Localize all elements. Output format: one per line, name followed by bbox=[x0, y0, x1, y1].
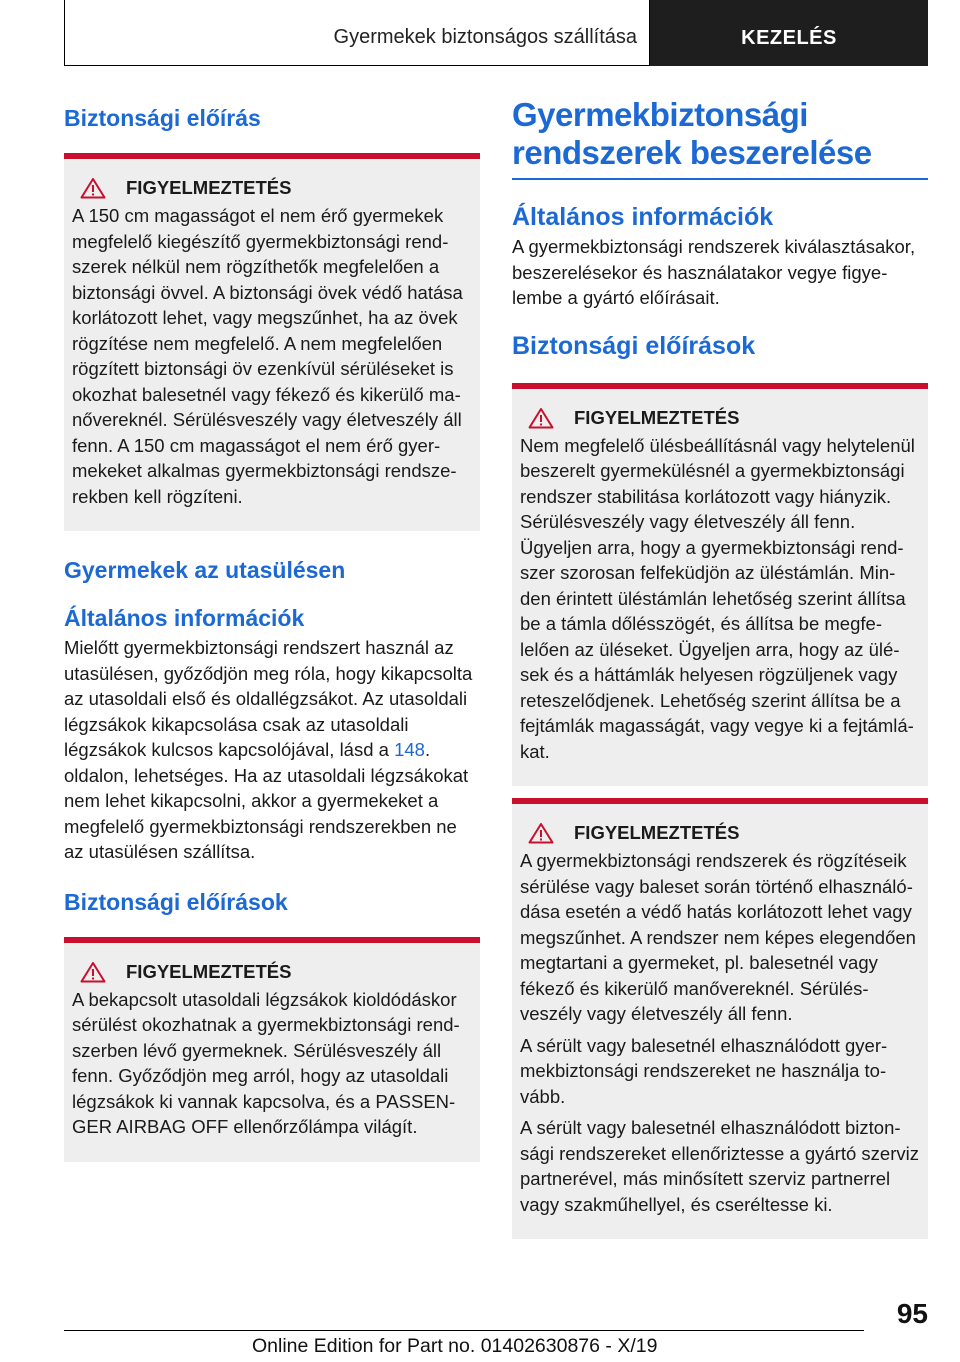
footer-edition: Online Edition for Part no. 01402630876 - X/19 bbox=[252, 1335, 658, 1357]
heading-children-passenger: Gyermekek az utasülésen bbox=[64, 557, 346, 583]
section-tab bbox=[650, 0, 928, 66]
section-title: KEZELÉS bbox=[741, 26, 837, 49]
warning-text: A sérült vagy balesetnél elhasználódott gyermekbiztonsági rendszereket ne használja tovább. bbox=[520, 1034, 888, 1107]
heading-safety-rules: Biztonsági előírások bbox=[64, 888, 288, 915]
left-column bbox=[64, 96, 480, 1162]
page-header bbox=[64, 0, 928, 66]
heading-safety-rule: Biztonsági előírás bbox=[64, 105, 261, 131]
warning-box bbox=[512, 798, 928, 1239]
heading-safety-rules: Biztonsági előírások bbox=[512, 331, 756, 360]
general-info-text: Mielőtt gyermekbiztonsági rendszert használ az utasülésen, győződjön meg róla, hogy kikapcsolta az utasoldali első és oldallégzsákot. Az utasoldali légzsákok kikapcsolása csak az utasoldali légzsákok kulcsos kapcsolójával, lásd a 148. oldalon, lehetséges. Ha az utasoldali légzsákokat nem lehet kikapcsolni, akkor a gyermekeket a megfelelő gyermekbiztonsági rendszerekben ne az utasülésen szállítsa. bbox=[64, 637, 473, 862]
warning-title: FIGYELMEZTETÉS bbox=[126, 960, 292, 982]
heading-general-info: Általános információk bbox=[512, 203, 774, 231]
warning-box bbox=[512, 383, 928, 787]
heading-general-info: Általános információk bbox=[64, 605, 305, 631]
warning-text: A 150 cm magasságot el nem érő gyermekek megfelelő kiegészítő gyermekbiztonsági rendszerek nélkül nem rögzíthetők megfelelően a biztonsági övvel. A biztonsági övek védő hatása korlátozott lehet, vagy megszűnhet, ha az övek rögzítése nem megfelelő. A nem megfelelően rögzített biztonsági öv ezenkívül sérüléseket is okozhat balesetnél vagy fékező és kikerülő manővereknél. Sérülésveszély vagy életveszély áll fenn. A 150 cm magasságot el nem érő gyermekeket alkalmas gyermekbiztonsági rendszerekben kell rögzíteni. bbox=[72, 205, 463, 507]
right-column bbox=[512, 96, 928, 1239]
warning-title: FIGYELMEZTETÉS bbox=[574, 406, 740, 428]
warning-triangle-icon bbox=[528, 407, 554, 429]
warning-box bbox=[64, 937, 480, 1162]
warning-triangle-icon bbox=[80, 961, 106, 983]
page-link-148[interactable]: 148 bbox=[394, 739, 425, 760]
heading-install-child-seats: Gyermekbiztonsági rendszerek beszerelése bbox=[512, 96, 872, 171]
heading-rule bbox=[512, 178, 928, 180]
warning-triangle-icon bbox=[528, 822, 554, 844]
warning-text: A gyermekbiztonsági rendszerek és rögzítéseik sérülése vagy baleset során történő elhasználódása esetén a védő hatás korlátozott lehet vagy megszűnhet. A rendszer nem képes elegendően megtartani a gyermeket, pl. balesetnél vagy fékező és kikerülő manővereknél. Sérülésveszély vagy életveszély áll fenn. bbox=[520, 850, 916, 1024]
footer-rule bbox=[64, 1330, 864, 1331]
warning-text: A bekapcsolt utasoldali légzsákok kioldódáskor sérülést okozhatnak a gyermekbiztonsági rendszerben lévő gyermeknek. Sérülésveszély áll fenn. Győződjön meg arról, hogy az utasoldali légzsákok ki vannak kapcsolva, és a PASSENGER AIRBAG OFF ellenőrzőlámpa világít. bbox=[72, 988, 460, 1137]
warning-text: Nem megfelelő ülésbeállításnál vagy helytelenül beszerelt gyermekülésnél a gyermekbiztonsági rendszer stabilitása korlátozott vagy hiányzik. Sérülésveszély vagy életveszély áll fenn. Ügyeljen arra, hogy a gyermekbiztonsági rendszer szorosan felfeküdjön az üléstámlán. Minden érintett üléstámlán lehetőség szerint állítsa be a támla dőlésszögét, és állítsa be megfelelően az üléseket. Ügyeljen arra, hogy az ülések és a háttámlák helyesen rögzüljenek vagy reteszelődjenek. Lehetőség szerint állítsa be a fejtámlák magasságát, vagy vegye ki a fejtámlákat. bbox=[520, 434, 915, 762]
chapter-tab bbox=[64, 0, 650, 66]
warning-title: FIGYELMEZTETÉS bbox=[126, 177, 292, 198]
page-number: 95 bbox=[896, 1298, 928, 1329]
chapter-title: Gyermekek biztonságos szállítása bbox=[333, 26, 637, 48]
warning-text: A sérült vagy balesetnél elhasználódott biztonsági rendszereket ellenőriztesse a gyártó szerviz partnerével, más minősített szerviz partnerrel vagy szakműhellyel, és cseréltesse ki. bbox=[520, 1117, 919, 1215]
general-info-text: A gyermekbiztonsági rendszerek kiválasztásakor, beszerelésekor és használatakor vegye figyelembe a gyártó előírásait. bbox=[512, 236, 916, 308]
warning-box bbox=[64, 153, 480, 531]
warning-triangle-icon bbox=[80, 177, 106, 199]
warning-title: FIGYELMEZTETÉS bbox=[574, 822, 740, 843]
